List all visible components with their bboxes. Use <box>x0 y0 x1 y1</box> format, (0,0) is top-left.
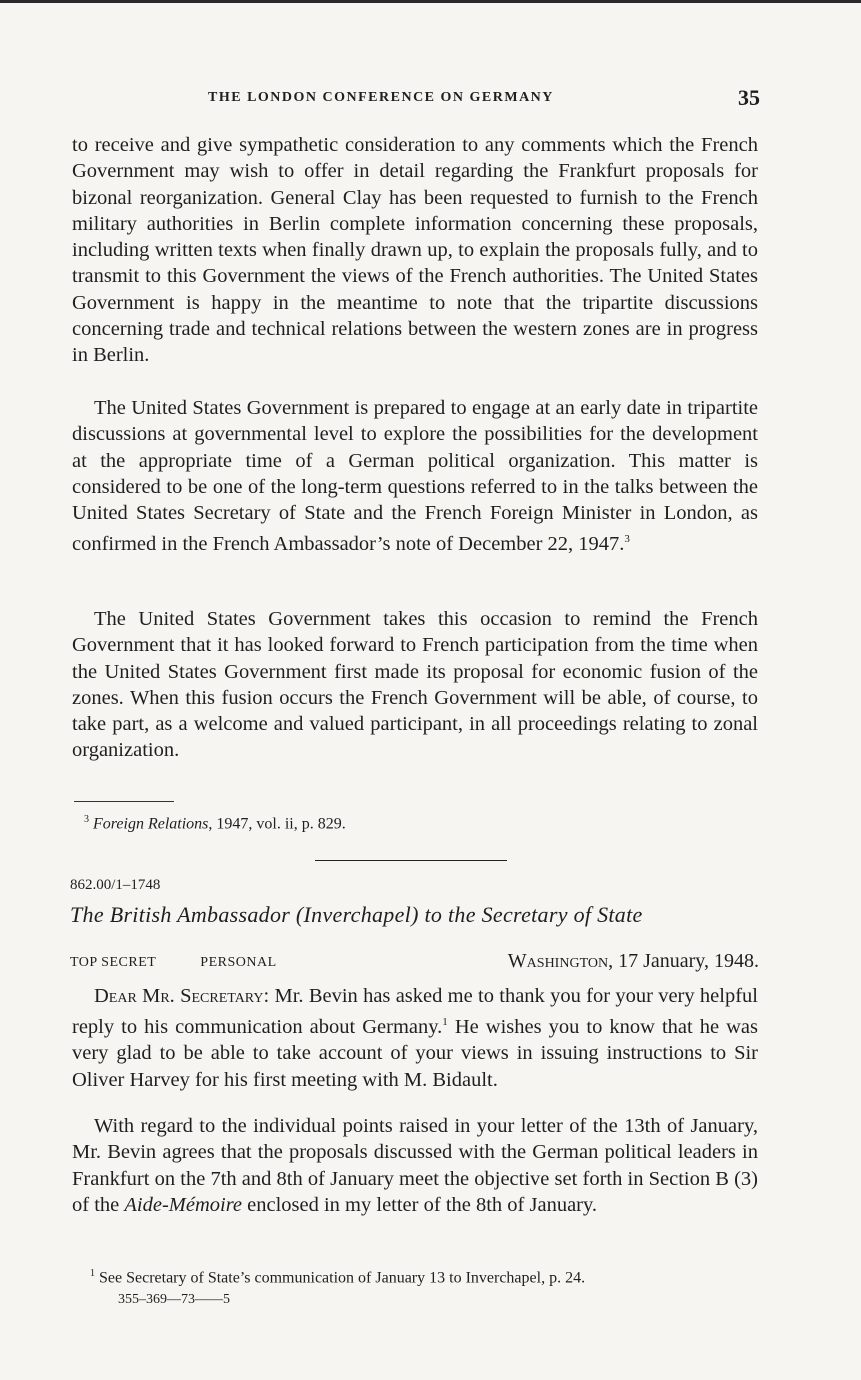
classification-personal: PERSONAL <box>200 955 277 970</box>
running-header <box>70 85 760 115</box>
document-title: The British Ambassador (Inverchapel) to the Secretary of State <box>70 902 643 927</box>
section-divider <box>315 860 507 861</box>
footnote-divider <box>74 801 174 802</box>
page-number: 35 <box>738 85 760 110</box>
letter-paragraph-2: With regard to the individual points raised in your letter of the 13th of January, Mr. Bevin agrees that the proposals discussed with the German political leaders in Frankfurt on the 7th and 8th of January meet the objective set forth in Section B (3) of the Aide-Mémoire enclosed in my letter of the 8th of January. <box>72 1115 758 1216</box>
paragraph-3: The United States Government takes this occasion to remind the French Government that it has looked forward to French participation from the time when the United States Government first made its proposal for economic fusion of the zones. When this fusion occurs the French Government will be able, of course, to take part, as a welcome and valued participant, in all proceedings relating to zonal organization. <box>72 608 758 762</box>
classification <box>70 955 317 971</box>
letter-paragraph-1: Dear Mr. Secretary: Mr. Bevin has asked me to thank you for your very helpful reply to his communication about Germany.$^1$ He wishes you to know that he was very glad to be able to take account of your views in issuing instructions to Sir Oliver Harvey for his first meeting with M. Bidault. <box>72 985 758 1091</box>
salutation: Dear Mr. Secretary <box>94 985 264 1007</box>
running-title: THE LONDON CONFERENCE ON GERMANY <box>208 90 554 105</box>
dateline: Washington, 17 January, 1948. <box>507 950 759 972</box>
footnote-ref-1[interactable]: 1 <box>442 1016 448 1029</box>
paragraph-2: The United States Government is prepared to engage at an early date in tripartite discussions at governmental level to explore the possibilities for the development at the appropriate time of a German political organization. This matter is considered to be one of the long-term questions referred to in the talks between the United States Secretary of State and the French Foreign Minister in London, as confirmed in the French Ambassador’s note of December 22, 1947.$^3$ <box>72 397 758 556</box>
footnote-3: $^3$ Foreign Relations, 1947, vol. ii, p. 829. <box>84 814 346 833</box>
classification-top-secret: TOP SECRET <box>70 955 157 970</box>
printer-code: 355–369—73——5 <box>118 1292 230 1307</box>
footnote-1: $^1$ See Secretary of State’s communication of January 13 to Inverchapel, p. 24. <box>90 1268 586 1287</box>
footnote-ref-3[interactable]: 3 <box>624 533 630 546</box>
file-number: 862.00/1–1748 <box>70 877 161 893</box>
paragraph-1: to receive and give sympathetic consideration to any comments which the French Government may wish to offer in detail regarding the Frankfurt proposals for bizonal reorganization. General Clay has been requested to furnish to the French military authorities in Berlin complete information concerning these proposals, including written texts when finally drawn up, to explain the proposals fully, and to transmit to this Government the views of the French authorities. The United States Government is happy in the meantime to note that the tripartite discussions concerning trade and technical relations between the western zones are in progress in Berlin. <box>72 134 758 367</box>
